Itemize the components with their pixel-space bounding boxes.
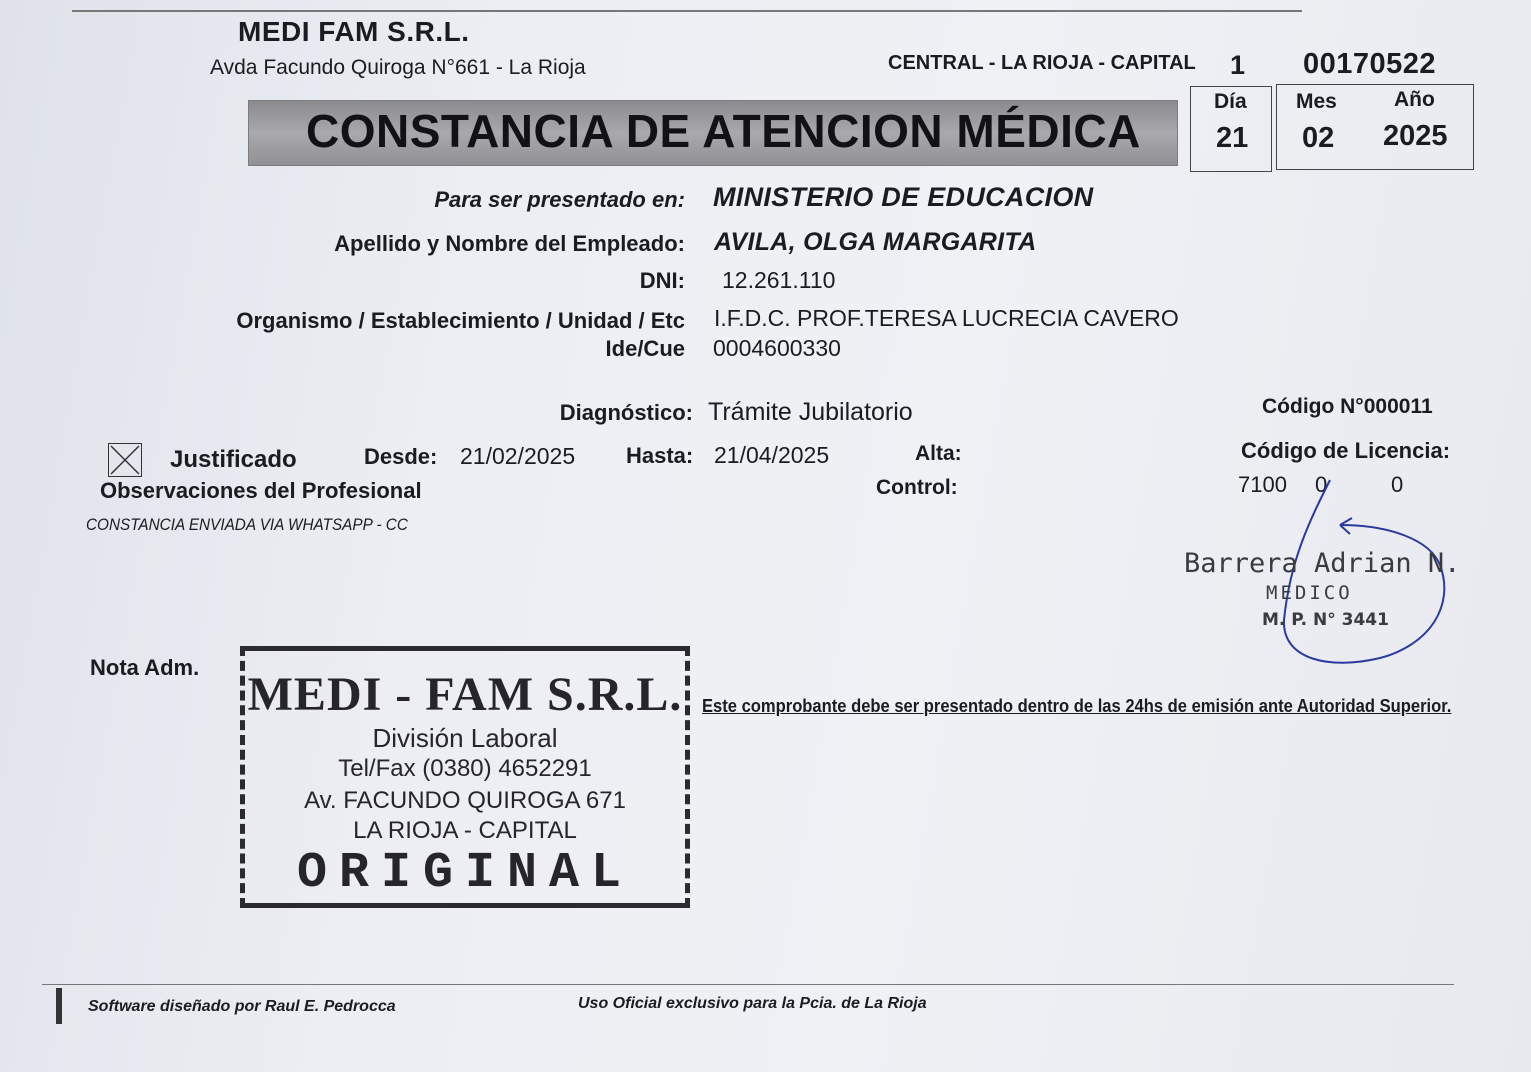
control-label: Control: [876, 476, 958, 499]
document-title: CONSTANCIA DE ATENCION MÉDICA [306, 105, 1141, 157]
dni-value: 12.261.110 [722, 267, 836, 293]
branch-label: CENTRAL - LA RIOJA - CAPITAL [888, 52, 1196, 74]
hasta-value: 21/04/2025 [714, 442, 830, 468]
idecue-label: Ide/Cue [605, 336, 685, 361]
footer-software: Software diseñado por Raul E. Pedrocca [88, 998, 396, 1015]
codigo-numero [1262, 395, 1433, 419]
stamp-line-5: LA RIOJA - CAPITAL [353, 817, 577, 844]
nota-adm-label: Nota Adm. [90, 655, 200, 680]
check-x-icon [109, 444, 141, 476]
hasta-label: Hasta: [626, 443, 694, 468]
empleado-label: Apellido y Nombre del Empleado: [334, 231, 685, 256]
organismo-value: I.F.D.C. PROF.TERESA LUCRECIA CAVERO [714, 305, 1179, 331]
idecue-value: 0004600330 [713, 335, 841, 361]
justificado-label: Justificado [170, 446, 297, 473]
top-rule [72, 10, 1302, 12]
signature-role: MEDICO [1266, 582, 1353, 604]
desde-label: Desde: [364, 444, 438, 469]
stamp-line-6: ORIGINAL [296, 845, 634, 902]
dni-label: DNI: [639, 268, 685, 293]
footer-official-use: Uso Oficial exclusivo para la Pcia. de La Rioja [578, 995, 927, 1012]
stamp-line-2: División Laboral [372, 723, 558, 753]
diagnostico-label: Diagnóstico: [559, 400, 693, 425]
pen-mark [56, 988, 62, 1024]
month-value: 02 [1302, 122, 1335, 154]
stamp-line-4: Av. FACUNDO QUIROGA 671 [304, 787, 626, 814]
day-value: 21 [1216, 122, 1249, 154]
presentar-value: MINISTERIO DE EDUCACION [713, 182, 1094, 212]
stamp-line-1: MEDI - FAM S.R.L. [247, 668, 683, 721]
codigo-licencia-2: 0 [1315, 472, 1328, 497]
stamp-line-3: Tel/Fax (0380) 4652291 [338, 755, 592, 782]
desde-value: 21/02/2025 [460, 443, 576, 469]
bottom-rule [42, 984, 1454, 985]
signature-mp: M. P. N° 3441 [1262, 610, 1389, 630]
presentar-label: Para ser presentado en: [434, 187, 685, 212]
empleado-value: AVILA, OLGA MARGARITA [714, 228, 1037, 256]
codigo-licencia-label: Código de Licencia: [1241, 438, 1451, 463]
observaciones-text: CONSTANCIA ENVIADA VIA WHATSAPP - CC [86, 515, 408, 534]
warning-notice: Este comprobante debe ser presentado dentro de las 24hs de emisión ante Autoridad Superior. [702, 696, 1452, 716]
year-value: 2025 [1383, 120, 1448, 152]
company-name: MEDI FAM S.R.L. [238, 16, 470, 47]
alta-label: Alta: [915, 442, 962, 465]
codigo-licencia-1: 7100 [1238, 472, 1287, 497]
diagnostico-value: Trámite Jubilatorio [708, 398, 913, 426]
day-label: Día [1214, 90, 1247, 113]
series-number: 1 [1230, 50, 1246, 80]
signature-name: Barrera Adrian N. [1184, 548, 1461, 579]
year-label: Año [1394, 88, 1435, 111]
month-label: Mes [1296, 90, 1337, 113]
company-address: Avda Facundo Quiroga N°661 - La Rioja [210, 56, 586, 79]
company-stamp [240, 646, 690, 908]
justificado-checkbox[interactable] [108, 443, 142, 477]
organismo-label: Organismo / Establecimiento / Unidad / Etc [236, 308, 685, 333]
codigo-licencia-3: 0 [1391, 472, 1404, 497]
observaciones-label: Observaciones del Profesional [100, 478, 422, 503]
document-number: 00170522 [1303, 48, 1437, 80]
codigo-numero-text: Código N°000011 [1262, 395, 1433, 418]
